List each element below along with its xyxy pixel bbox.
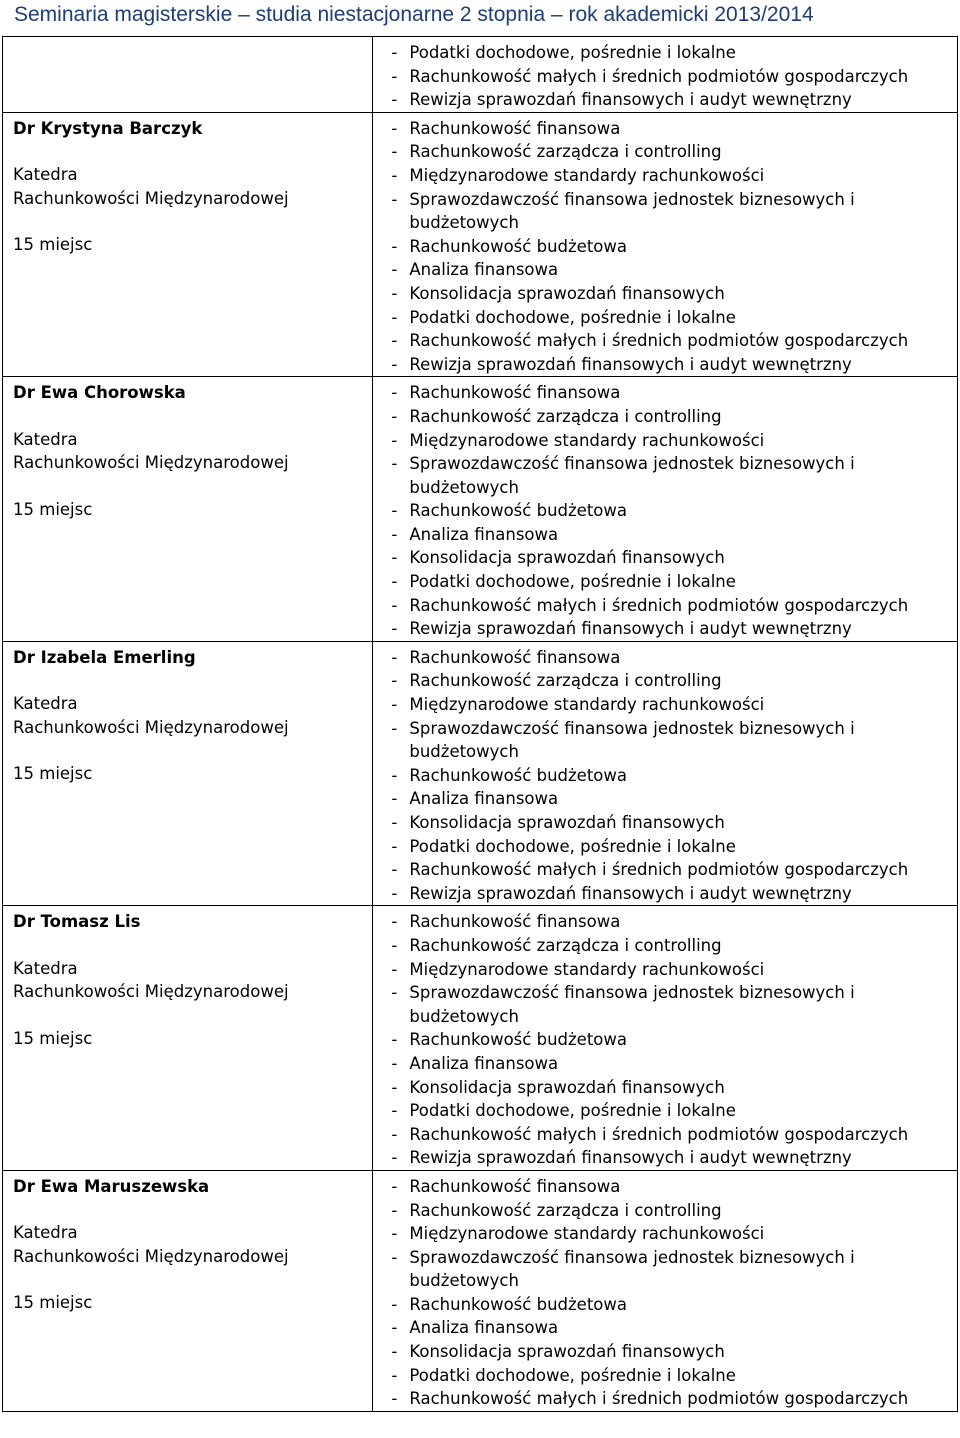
supervisor-cell bbox=[3, 906, 373, 1171]
bullet-dash: - bbox=[391, 912, 398, 932]
spots-count: 15 miejsc bbox=[13, 1028, 93, 1048]
topic-label: Konsolidacja sprawozdań finansowych bbox=[409, 1342, 725, 1362]
topic-label: Analiza finansowa bbox=[409, 789, 559, 809]
topic-item bbox=[391, 258, 957, 282]
topic-label: Podatki dochodowe, pośrednie i lokalne bbox=[409, 1101, 736, 1121]
bullet-dash: - bbox=[391, 383, 398, 403]
topic-label: Rachunkowość finansowa bbox=[409, 912, 621, 932]
topic-item bbox=[391, 570, 957, 594]
topic-label: Międzynarodowe standardy rachunkowości bbox=[409, 695, 765, 715]
topic-label: Rachunkowość małych i średnich podmiotów gospodarczych bbox=[409, 66, 909, 86]
topic-label: Konsolidacja sprawozdań finansowych bbox=[409, 813, 725, 832]
topic-label: Międzynarodowe standardy rachunkowości bbox=[409, 959, 765, 979]
bullet-dash: - bbox=[391, 595, 398, 615]
bullet-dash: - bbox=[391, 524, 398, 544]
topic-item bbox=[391, 1340, 957, 1364]
topic-label: Podatki dochodowe, pośrednie i lokalne bbox=[409, 836, 736, 856]
table-row-continuation bbox=[3, 37, 958, 113]
topic-item bbox=[391, 617, 957, 641]
seminars-table bbox=[2, 36, 958, 1412]
bullet-dash: - bbox=[391, 883, 398, 903]
topic-label: Rachunkowość finansowa bbox=[409, 1176, 621, 1196]
topic-label: Międzynarodowe standardy rachunkowości bbox=[409, 430, 765, 450]
department-label: Katedra bbox=[13, 165, 78, 185]
topic-label: Rewizja sprawozdań finansowych i audyt wewnętrzny bbox=[409, 354, 852, 374]
topic-item bbox=[391, 787, 957, 811]
topic-item bbox=[391, 88, 957, 112]
department-name: Rachunkowości Międzynarodowej bbox=[13, 453, 289, 473]
topic-item bbox=[391, 546, 957, 570]
topic-label: Sprawozdawczość finansowa jednostek biznesowych i budżetowych bbox=[409, 718, 855, 762]
topic-item bbox=[391, 1076, 957, 1100]
spots-count: 15 miejsc bbox=[13, 235, 93, 254]
topic-label: Konsolidacja sprawozdań finansowych bbox=[409, 283, 725, 303]
topic-item bbox=[391, 934, 957, 958]
topic-label: Analiza finansowa bbox=[409, 524, 559, 544]
topic-item bbox=[391, 1099, 957, 1123]
topic-label: Konsolidacja sprawozdań finansowych bbox=[409, 1077, 725, 1097]
topic-item bbox=[391, 353, 957, 377]
topics-list bbox=[373, 906, 957, 1170]
topic-item bbox=[391, 1175, 957, 1199]
topic-label: Rachunkowość budżetowa bbox=[409, 1294, 627, 1314]
topic-item bbox=[391, 117, 957, 141]
bullet-dash: - bbox=[391, 572, 398, 592]
spots-count: 15 miejsc bbox=[13, 499, 93, 519]
topic-item bbox=[391, 329, 957, 353]
topic-label: Rachunkowość budżetowa bbox=[409, 1030, 627, 1050]
bullet-dash: - bbox=[391, 1200, 398, 1220]
topics-cell bbox=[373, 377, 958, 642]
topic-label: Rewizja sprawozdań finansowych i audyt wewnętrzny bbox=[409, 883, 852, 903]
bullet-dash: - bbox=[391, 959, 398, 979]
bullet-dash: - bbox=[391, 142, 398, 162]
topic-label: Rachunkowość finansowa bbox=[409, 647, 621, 667]
department-name: Rachunkowości Międzynarodowej bbox=[13, 982, 289, 1002]
topic-item bbox=[391, 1222, 957, 1246]
table-row bbox=[3, 1170, 958, 1411]
table-row bbox=[3, 641, 958, 906]
bullet-dash: - bbox=[391, 501, 398, 521]
bullet-dash: - bbox=[391, 1101, 398, 1121]
bullet-dash: - bbox=[391, 354, 398, 374]
topic-item bbox=[391, 1199, 957, 1223]
topic-item bbox=[391, 811, 957, 835]
department-name: Rachunkowości Międzynarodowej bbox=[13, 1246, 289, 1266]
topic-item bbox=[391, 1052, 957, 1076]
bullet-dash: - bbox=[391, 671, 398, 691]
topic-label: Rachunkowość zarządcza i controlling bbox=[409, 935, 722, 955]
spots-count: 15 miejsc bbox=[13, 764, 93, 784]
department-label: Katedra bbox=[13, 429, 78, 449]
topic-label: Rachunkowość małych i średnich podmiotów gospodarczych bbox=[409, 331, 909, 351]
supervisor-name: Dr Ewa Maruszewska bbox=[13, 1176, 210, 1196]
topic-label: Międzynarodowe standardy rachunkowości bbox=[409, 1224, 765, 1244]
topic-item bbox=[391, 717, 957, 764]
bullet-dash: - bbox=[391, 1294, 398, 1314]
topic-label: Międzynarodowe standardy rachunkowości bbox=[409, 165, 765, 185]
bullet-dash: - bbox=[391, 118, 398, 138]
bullet-dash: - bbox=[391, 813, 398, 832]
department-label: Katedra bbox=[13, 1223, 78, 1243]
bullet-dash: - bbox=[391, 1318, 398, 1338]
topic-label: Sprawozdawczość finansowa jednostek biznesowych i budżetowych bbox=[409, 189, 855, 233]
topic-item bbox=[391, 594, 957, 618]
topic-label: Analiza finansowa bbox=[409, 1318, 559, 1338]
topic-label: Konsolidacja sprawozdań finansowych bbox=[409, 548, 725, 568]
topic-item bbox=[391, 958, 957, 982]
bullet-dash: - bbox=[391, 165, 398, 185]
bullet-dash: - bbox=[391, 1389, 398, 1409]
bullet-dash: - bbox=[391, 454, 398, 474]
bullet-dash: - bbox=[391, 860, 398, 880]
topics-list bbox=[373, 1171, 957, 1411]
topic-item bbox=[391, 306, 957, 330]
topic-label: Podatki dochodowe, pośrednie i lokalne bbox=[409, 572, 736, 592]
topic-item bbox=[391, 381, 957, 405]
bullet-dash: - bbox=[391, 1148, 398, 1168]
bullet-dash: - bbox=[391, 1342, 398, 1362]
topic-item bbox=[391, 65, 957, 89]
topics-list bbox=[373, 642, 957, 906]
topic-label: Rewizja sprawozdań finansowych i audyt wewnętrzny bbox=[409, 90, 852, 110]
department-name: Rachunkowości Międzynarodowej bbox=[13, 717, 289, 737]
topics-cell bbox=[373, 906, 958, 1171]
supervisor-cell bbox=[3, 112, 373, 377]
topics-list bbox=[373, 37, 957, 112]
topic-item bbox=[391, 429, 957, 453]
topic-item bbox=[391, 835, 957, 859]
topics-cell bbox=[373, 112, 958, 377]
topic-label: Rachunkowość zarządcza i controlling bbox=[409, 142, 722, 162]
supervisor-cell bbox=[3, 641, 373, 906]
bullet-dash: - bbox=[391, 406, 398, 426]
topics-list bbox=[373, 377, 957, 641]
bullet-dash: - bbox=[391, 1124, 398, 1144]
topic-item bbox=[391, 1246, 957, 1293]
topic-label: Rachunkowość finansowa bbox=[409, 383, 621, 403]
topic-item bbox=[391, 910, 957, 934]
topic-item bbox=[391, 164, 957, 188]
topic-label: Rachunkowość zarządcza i controlling bbox=[409, 671, 722, 691]
topic-item bbox=[391, 41, 957, 65]
topic-item bbox=[391, 882, 957, 906]
supervisor-cell bbox=[3, 377, 373, 642]
supervisor-name: Dr Ewa Chorowska bbox=[13, 383, 186, 403]
seminars-table-body bbox=[3, 37, 958, 1412]
topic-label: Rachunkowość budżetowa bbox=[409, 501, 627, 521]
supervisor-cell bbox=[3, 1170, 373, 1411]
bullet-dash: - bbox=[391, 1176, 398, 1196]
topic-item bbox=[391, 1316, 957, 1340]
topic-item bbox=[391, 1146, 957, 1170]
topic-label: Analiza finansowa bbox=[409, 1053, 559, 1073]
topic-item bbox=[391, 452, 957, 499]
bullet-dash: - bbox=[391, 983, 398, 1003]
bullet-dash: - bbox=[391, 765, 398, 785]
bullet-dash: - bbox=[391, 331, 398, 351]
empty-cell bbox=[3, 37, 373, 113]
topic-label: Rewizja sprawozdań finansowych i audyt wewnętrzny bbox=[409, 1148, 852, 1168]
topic-label: Rachunkowość małych i średnich podmiotów gospodarczych bbox=[409, 1124, 909, 1144]
topic-item bbox=[391, 1028, 957, 1052]
topic-label: Rachunkowość małych i średnich podmiotów gospodarczych bbox=[409, 1389, 909, 1409]
topic-item bbox=[391, 523, 957, 547]
topic-item bbox=[391, 693, 957, 717]
topic-item bbox=[391, 1364, 957, 1388]
table-row bbox=[3, 906, 958, 1171]
topic-label: Sprawozdawczość finansowa jednostek biznesowych i budżetowych bbox=[409, 1247, 855, 1291]
topic-label: Rachunkowość budżetowa bbox=[409, 236, 627, 256]
supervisor-name: Dr Izabela Emerling bbox=[13, 647, 196, 667]
topics-list bbox=[373, 113, 957, 377]
bullet-dash: - bbox=[391, 548, 398, 568]
table-row bbox=[3, 377, 958, 642]
bullet-dash: - bbox=[391, 189, 398, 209]
topics-cell bbox=[373, 37, 958, 113]
spots-count: 15 miejsc bbox=[13, 1293, 93, 1313]
topic-item bbox=[391, 499, 957, 523]
topic-item bbox=[391, 764, 957, 788]
topic-item bbox=[391, 981, 957, 1028]
topic-item bbox=[391, 1387, 957, 1411]
bullet-dash: - bbox=[391, 1030, 398, 1050]
bullet-dash: - bbox=[391, 1053, 398, 1073]
topic-item bbox=[391, 669, 957, 693]
bullet-dash: - bbox=[391, 1365, 398, 1385]
topic-label: Rachunkowość budżetowa bbox=[409, 765, 627, 785]
topic-item bbox=[391, 646, 957, 670]
supervisor-name: Dr Krystyna Barczyk bbox=[13, 118, 203, 138]
topics-cell bbox=[373, 1170, 958, 1411]
bullet-dash: - bbox=[391, 1224, 398, 1244]
topic-label: Sprawozdawczość finansowa jednostek biznesowych i budżetowych bbox=[409, 983, 855, 1026]
bullet-dash: - bbox=[391, 935, 398, 955]
bullet-dash: - bbox=[391, 430, 398, 450]
bullet-dash: - bbox=[391, 66, 398, 86]
bullet-dash: - bbox=[391, 619, 398, 639]
department-name: Rachunkowości Międzynarodowej bbox=[13, 188, 289, 208]
topic-label: Rachunkowość małych i średnich podmiotów gospodarczych bbox=[409, 595, 909, 615]
topic-label: Rachunkowość zarządcza i controlling bbox=[409, 406, 722, 426]
topic-item bbox=[391, 188, 957, 235]
bullet-dash: - bbox=[391, 1077, 398, 1097]
bullet-dash: - bbox=[391, 307, 398, 327]
topics-cell bbox=[373, 641, 958, 906]
topic-item bbox=[391, 1293, 957, 1317]
bullet-dash: - bbox=[391, 695, 398, 715]
bullet-dash: - bbox=[391, 260, 398, 280]
bullet-dash: - bbox=[391, 283, 398, 303]
topic-item bbox=[391, 858, 957, 882]
bullet-dash: - bbox=[391, 90, 398, 110]
bullet-dash: - bbox=[391, 43, 398, 62]
topic-label: Analiza finansowa bbox=[409, 260, 559, 280]
topic-item bbox=[391, 282, 957, 306]
bullet-dash: - bbox=[391, 836, 398, 856]
bullet-dash: - bbox=[391, 718, 398, 738]
bullet-dash: - bbox=[391, 236, 398, 256]
topic-item bbox=[391, 140, 957, 164]
supervisor-name: Dr Tomasz Lis bbox=[13, 912, 141, 932]
bullet-dash: - bbox=[391, 647, 398, 667]
bullet-dash: - bbox=[391, 1247, 398, 1267]
topic-item bbox=[391, 235, 957, 259]
topic-label: Rachunkowość finansowa bbox=[409, 118, 621, 138]
topic-label: Rachunkowość zarządcza i controlling bbox=[409, 1200, 722, 1220]
department-label: Katedra bbox=[13, 958, 78, 978]
topic-item bbox=[391, 1123, 957, 1147]
page-header-title: Seminaria magisterskie – studia niestacjonarne 2 stopnia – rok akademicki 2013/2014 bbox=[14, 3, 814, 26]
department-label: Katedra bbox=[13, 694, 78, 714]
topic-label: Rewizja sprawozdań finansowych i audyt wewnętrzny bbox=[409, 619, 852, 639]
bullet-dash: - bbox=[391, 789, 398, 809]
table-row bbox=[3, 112, 958, 377]
topic-label: Podatki dochodowe, pośrednie i lokalne bbox=[409, 43, 736, 62]
topic-label: Podatki dochodowe, pośrednie i lokalne bbox=[409, 1365, 736, 1385]
topic-label: Podatki dochodowe, pośrednie i lokalne bbox=[409, 307, 736, 327]
topic-item bbox=[391, 405, 957, 429]
topic-label: Rachunkowość małych i średnich podmiotów gospodarczych bbox=[409, 860, 909, 880]
topic-label: Sprawozdawczość finansowa jednostek biznesowych i budżetowych bbox=[409, 454, 855, 497]
